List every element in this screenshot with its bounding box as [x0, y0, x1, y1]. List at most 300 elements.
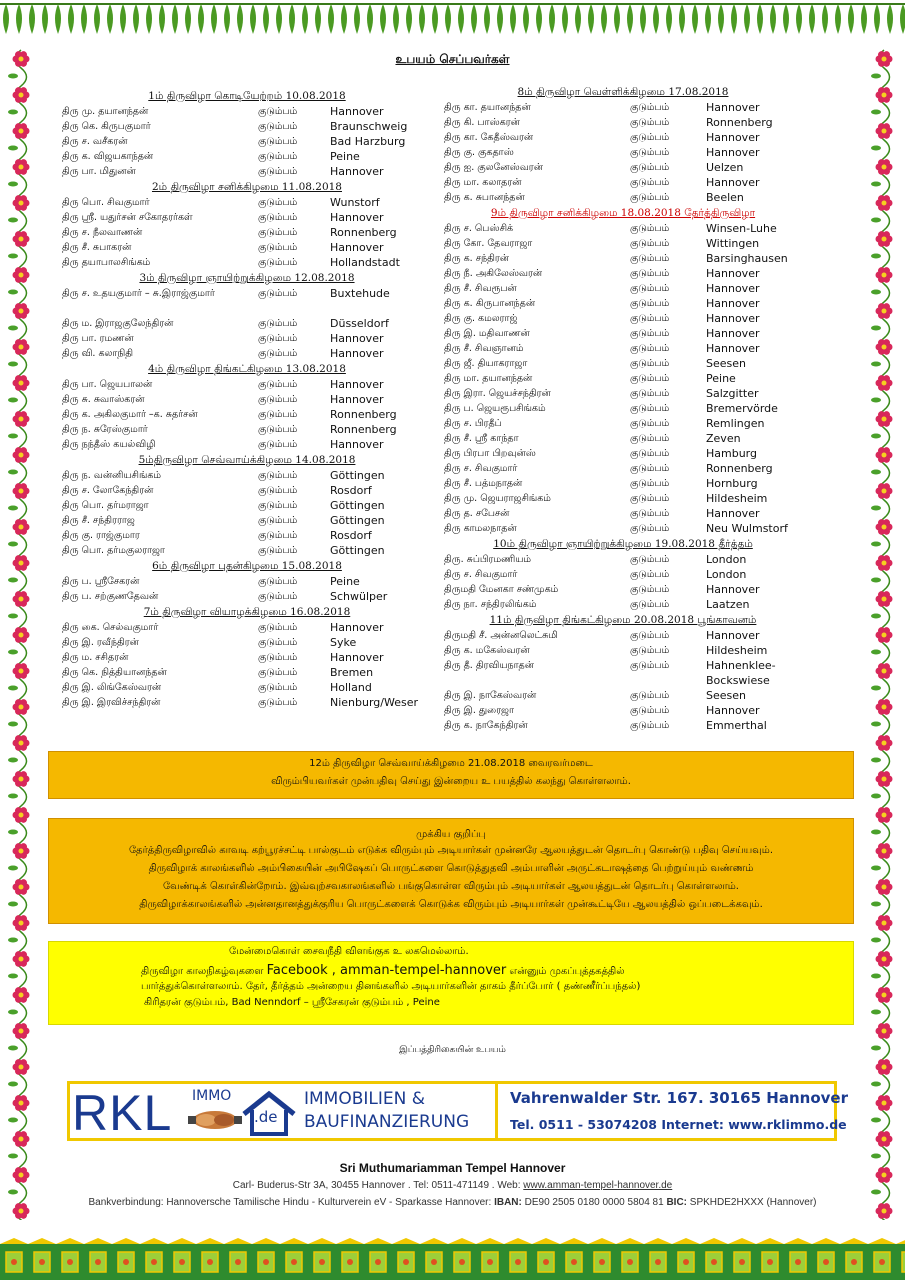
family-label: குடும்பம் [630, 238, 670, 249]
sponsor-row [62, 134, 432, 149]
sponsor-name: திரு மு. ஜெயராஜசிங்கம் [444, 493, 551, 504]
sponsor-name: திரு கா. கேதீஸ்வரன் [444, 132, 534, 143]
sponsor-name: திரு இ. இரவிச்சந்திரன் [62, 697, 161, 708]
temple-address-text: Carl- Buderus-Str 3A, 30455 Hannover . Tel: 0511-471149 . Web: [232, 1180, 524, 1191]
sponsor-name: திரு க. அகிலகுமார் –க. சுதர்சன் [62, 409, 198, 420]
mango-leaf [406, 4, 412, 34]
important-note [48, 818, 854, 924]
mango-leaf [718, 4, 724, 34]
sponsor-city: Bremen [330, 666, 374, 679]
mango-leaf [601, 4, 607, 34]
family-label: குடும்பம் [258, 318, 298, 329]
sponsor-city: Ronnenberg [330, 408, 397, 421]
mango-leaf [432, 4, 438, 34]
mango-leaf [679, 4, 685, 34]
mango-leaf [458, 4, 464, 34]
sponsor-name: திரு க. சுபானந்தன் [444, 192, 525, 203]
sponsor-name: திரு க. சந்திரன் [444, 253, 509, 264]
iban-label: IBAN: [494, 1197, 522, 1208]
sponsor-name: திரு ந. சுரேஸ்குமார் [62, 424, 148, 435]
sponsor-row [438, 326, 808, 341]
sponsor-row [438, 688, 808, 703]
sponsor-city: Hildesheim [706, 644, 768, 657]
sponsor-city: Hannover [706, 282, 760, 295]
mango-leaf [94, 4, 100, 34]
sponsor-row [62, 392, 432, 407]
mango-leaf [835, 4, 841, 34]
mango-leaf [783, 4, 789, 34]
handshake-icon [188, 1104, 242, 1136]
sponsor-name: திரு சீ. சிவஞானம் [444, 343, 524, 354]
sponsor-city: Göttingen [330, 499, 385, 512]
family-label: குடும்பம் [258, 652, 298, 663]
sponsor-row [438, 236, 808, 251]
sponsor-name: திருமதி மேனகா சண்முகம் [444, 584, 559, 595]
sponsor-name: திரு நா. சந்திரலிங்கம் [444, 599, 537, 610]
sponsor-city: Ronnenberg [330, 423, 397, 436]
sponsor-row [62, 543, 432, 558]
sponsor-name: திரு தயாபாலசிங்கம் [62, 257, 151, 268]
sponsor-city: Zeven [706, 432, 741, 445]
section-heading: 2ம் திருவிழா சனிக்கிழமை 11.08.2018 [151, 181, 342, 193]
family-label: குடும்பம் [630, 328, 670, 339]
sponsor-name: திரு ச. உதயகுமார் – சு.இராஜ்குமார் [62, 288, 215, 299]
sponsor-name: திரு பா. ரமணன் [62, 333, 134, 344]
sponsor-city: Peine [330, 575, 360, 588]
sponsor-city: Hornburg [706, 477, 758, 490]
sponsor-city: Hannover [706, 131, 760, 144]
sponsor-name: திரு ச. சிவகுமார் [444, 569, 518, 580]
family-label: குடும்பம் [630, 584, 670, 595]
sponsor-name: திரு க. விஜயகாந்தன் [62, 151, 154, 162]
sponsor-name: திரு கு. ராஜ்குமார [62, 530, 140, 541]
mango-leaf [198, 4, 204, 34]
family-label: குடும்பம் [630, 690, 670, 701]
page-title: உபயம் செப்பவர்கள் [395, 52, 510, 66]
decorative-band-bottom [0, 1238, 905, 1280]
mango-leaf [627, 4, 633, 34]
mango-leaf [744, 4, 750, 34]
mango-leaf [211, 4, 217, 34]
sponsor-row [438, 521, 808, 536]
sponsor-city: Hahnenklee-Bockswiese [706, 659, 776, 687]
sponsor-city: Hannover [706, 507, 760, 520]
sponsor-row [62, 695, 432, 710]
sponsor-row [62, 286, 432, 316]
sponsor-name: திரு க. நாகேந்திரன் [444, 720, 528, 731]
family-label: குடும்பம் [630, 388, 670, 399]
temple-name: Sri Muthumariamman Tempel Hannover [339, 1161, 566, 1175]
sponsor-row [438, 567, 808, 582]
section-heading: 5ம்திருவிழா செவ்வாய்க்கிழமை 14.08.2018 [138, 454, 356, 466]
sponsor-name: திருமதி சீ. அன்னலெட்சுமி [444, 630, 558, 641]
sponsor-city: Ronnenberg [706, 116, 773, 129]
sponsor-row [438, 130, 808, 145]
sponsor-row [438, 628, 808, 643]
family-label: குடும்பம் [630, 223, 670, 234]
sponsor-city: Bad Harzburg [330, 135, 406, 148]
section-heading: 8ம் திருவிழா வெள்ளிக்கிழமை 17.08.2018 [517, 86, 729, 98]
sponsor-name: திரு இ. மதிவாணன் [444, 328, 530, 339]
sponsor-city: Hannover [706, 629, 760, 642]
info-line2 [141, 963, 853, 978]
sponsor-name: திரு சீ. ஸ்ரீ காந்தா [444, 433, 519, 444]
sponsor-row [62, 346, 432, 361]
sponsor-city: Hannover [706, 312, 760, 325]
important-note-line4: திருவிழாக்காலங்களில் அன்னதானத்துக்குரிய பொருட்களைக் கொடுக்க விரும்பும் அடியார்கள் முன்கூட்டியே ஆலயத்தில் ஒப்படைக்கவும். [139, 899, 763, 910]
info-line2-pre: திருவிழா காலநிகழ்வுகளை [141, 966, 267, 977]
sponsor-row [438, 266, 808, 281]
sponsor-name: திரு ச. பிரதீப் [444, 418, 502, 429]
mango-leaf [484, 4, 490, 34]
sponsor-name: திரு கா. தயானந்தன் [444, 102, 531, 113]
sponsor-name: திரு ப. சற்குணதேவன் [62, 591, 159, 602]
family-label: குடும்பம் [258, 485, 298, 496]
mango-leaf [874, 4, 880, 34]
mango-leaf [81, 4, 87, 34]
sponsor-row [62, 468, 432, 483]
family-label: குடும்பம் [258, 515, 298, 526]
mango-leaf [653, 4, 659, 34]
mango-leaf [640, 4, 646, 34]
family-label: குடும்பம் [630, 599, 670, 610]
sponsor-name: திரு த. சபேசன் [444, 508, 510, 519]
ad-address: Vahrenwalder Str. 167. 30165 Hannover [510, 1089, 848, 1107]
family-label: குடும்பம் [258, 682, 298, 693]
sponsor-row [438, 145, 808, 160]
sponsor-city: Neu Wulmstorf [706, 522, 788, 535]
family-label: குடும்பம் [258, 470, 298, 481]
sponsor-name: திரு மா. தயானந்தன் [444, 373, 533, 384]
sponsor-city: Hannover [706, 327, 760, 340]
mango-leaf [536, 4, 542, 34]
sponsor-city: Winsen-Luhe [706, 222, 777, 235]
sponsor-name: திரு பொ. தர்மகுலராஜா [62, 545, 165, 556]
sponsor-list-left [62, 88, 432, 710]
family-label: குடும்பம் [258, 197, 298, 208]
family-label: குடும்பம் [630, 313, 670, 324]
family-label: குடும்பம் [630, 493, 670, 504]
family-label: குடும்பம் [630, 147, 670, 158]
family-label: குடும்பம் [630, 358, 670, 369]
sponsor-name: திரு ச. பெஸ்சிக் [444, 223, 514, 234]
section-heading: 4ம் திருவிழா திங்கட்கிழமை 13.08.2018 [148, 363, 346, 375]
family-label: குடும்பம் [630, 102, 670, 113]
iban-value: DE90 2505 0180 0000 5804 81 [521, 1197, 667, 1208]
bank-text: Bankverbindung: Hannoversche Tamilische Hindu - Kulturverein eV - Sparkasse Hannover: [88, 1197, 495, 1208]
mango-leaf [471, 4, 477, 34]
sponsor-name: திரு ஜீ. தியாகராஜா [444, 358, 528, 369]
sponsor-city: Düsseldorf [330, 317, 389, 330]
important-note-line3: வேண்டிக் கொள்கின்றோம். இவ்வுற்சவகாலங்களில் பங்குகொள்ள விரும்பும் அடியார்கள் ஆலயத்துடன் தொடர்பு கொள்ளலாம். [163, 881, 739, 892]
sponsor-city: Salzgitter [706, 387, 759, 400]
sponsor-row [438, 718, 808, 733]
sponsor-row [62, 210, 432, 225]
info-line1: மேன்மைகொள் சைவநீதி விளங்குக உ லகமெல்லாம். [229, 946, 469, 957]
sponsor-name: திரு சீ. பத்மநாதன் [444, 478, 523, 489]
mango-leaf [445, 4, 451, 34]
sponsor-city: Hannover [330, 165, 384, 178]
family-label: குடும்பம் [258, 348, 298, 359]
important-note-line2: திருவிழாக் காலங்களில் அம்பிகையின் அபிஷேகப் பொருட்களை கொடுத்துதவி அம்பாளின் அருட்கடாஷத்தை பெற்றுய்யும் வண்ணம் [148, 863, 754, 874]
mango-leaf [185, 4, 191, 34]
de-label: .de [254, 1108, 278, 1126]
sponsor-row [62, 195, 432, 210]
section-heading: 1ம் திருவிழா கொடியேற்றம் 10.08.2018 [148, 90, 346, 102]
family-label: குடும்பம் [258, 333, 298, 344]
family-label: குடும்பம் [630, 253, 670, 264]
sponsor-name: திரு ந. வன்னியசிங்கம் [62, 470, 162, 481]
family-label: குடும்பம் [258, 697, 298, 708]
sponsor-name: திரு பா. ஜெயபாலன் [62, 379, 153, 390]
rkl-logo: RKL [72, 1085, 173, 1141]
mango-leaf [770, 4, 776, 34]
sponsor-city: Hildesheim [706, 492, 768, 505]
family-label: குடும்பம் [258, 667, 298, 678]
sponsor-name: திரு காமலநாதன் [444, 523, 517, 534]
sponsor-row [438, 160, 808, 175]
sponsor-name: திரு வி. கலாநிதி [62, 348, 134, 359]
sponsor-row [62, 316, 432, 331]
sponsor-name: திரு பொ. தர்மராஜா [62, 500, 149, 511]
mango-leaf [705, 4, 711, 34]
sponsor-city: Göttingen [330, 469, 385, 482]
sponsor-row [62, 513, 432, 528]
family-label: குடும்பம் [258, 136, 298, 147]
sponsor-city: Hannover [706, 704, 760, 717]
sponsor-city: Ronnenberg [706, 462, 773, 475]
sponsor-city: Seesen [706, 357, 746, 370]
family-label: குடும்பம் [630, 298, 670, 309]
sponsor-city: Nienburg/Weser [330, 696, 419, 709]
sponsor-city: Hannover [330, 211, 384, 224]
info-line4: கிரிதரன் குடும்பம், Bad Nenndorf – ஸ்ரீசேகரன் குடும்பம் , Peine [144, 997, 440, 1008]
sponsor-row [438, 643, 808, 658]
sponsor-row [438, 658, 808, 688]
sponsor-row [438, 476, 808, 491]
family-label: குடும்பம் [258, 227, 298, 238]
family-label: குடும்பம் [630, 705, 670, 716]
bank-details [0, 1197, 905, 1208]
sponsor-row [62, 331, 432, 346]
sponsor-city: Hannover [330, 347, 384, 360]
sponsor-row [438, 446, 808, 461]
family-label: குடும்பம் [630, 283, 670, 294]
sponsor-name: திரு கோ. தேவராஜா [444, 238, 533, 249]
bank-city: (Hannover) [763, 1197, 817, 1208]
sponsor-row [438, 281, 808, 296]
sponsor-city: Hannover [330, 621, 384, 634]
ad-service-line1: IMMOBILIEN & [304, 1089, 426, 1109]
sponsor-city: Hannover [330, 438, 384, 451]
ad-contact[interactable]: Tel. 0511 - 53074208 Internet: www.rklimmo.de [510, 1117, 847, 1132]
family-label: குடும்பம் [630, 192, 670, 203]
sponsor-city: Hollandstadt [330, 256, 400, 269]
sponsor-row [62, 483, 432, 498]
family-label: குடும்பம் [630, 403, 670, 414]
mango-leaf [887, 4, 893, 34]
mango-leaf [588, 4, 594, 34]
family-label: குடும்பம் [258, 394, 298, 405]
sponsor-city: Hamburg [706, 447, 757, 460]
sponsor-name: திரு பிரபா பிறவுன்ஸ் [444, 448, 536, 459]
sponsor-row [62, 635, 432, 650]
sponsor-name: திரு இரா. ஜெயச்சந்திரன் [444, 388, 551, 399]
sponsor-row [62, 119, 432, 134]
info-box [48, 941, 854, 1025]
sponsor-city: Hannover [330, 651, 384, 664]
family-label: குடும்பம் [630, 569, 670, 580]
sponsor-name: திரு க. மகேஸ்வரன் [444, 645, 530, 656]
sponsor-row [438, 115, 808, 130]
sponsor-city: Rosdorf [330, 529, 372, 542]
sponsor-name: திரு க. கிருபானந்தன் [444, 298, 536, 309]
sponsor-name: திரு கி. பாஸ்கரன் [444, 117, 520, 128]
mango-leaf [146, 4, 152, 34]
sponsor-name: திரு சு. சுவாஸ்கரன் [62, 394, 145, 405]
sponsor-row [62, 498, 432, 513]
sponsor-city: Göttingen [330, 514, 385, 527]
notice-day12-line2: விரும்பியவர்கள் முன்பதிவு செய்து இன்றைய உ பயத்தில் கலந்து கொள்ளலாம். [271, 776, 631, 787]
sponsor-row [438, 251, 808, 266]
sponsor-name: திரு கு. கமலராஜ் [444, 313, 518, 324]
sponsor-row [438, 461, 808, 476]
mango-leaf [380, 4, 386, 34]
sponsor-name: திரு இ. லிங்கேஸ்வரன் [62, 682, 162, 693]
sponsor-name: திரு நீ. அகிலேஸ்வரன் [444, 268, 543, 279]
sponsor-name: திரு பா. மிதுனன் [62, 166, 136, 177]
mango-leaf [68, 4, 74, 34]
family-label: குடும்பம் [630, 177, 670, 188]
sponsor-city: Hannover [706, 101, 760, 114]
mango-leaf [809, 4, 815, 34]
mango-leaf [822, 4, 828, 34]
sponsor-name: திரு. சுப்பிரமணியம் [444, 554, 532, 565]
mango-leaf [133, 4, 139, 34]
sponsor-row [438, 506, 808, 521]
family-label: குடும்பம் [258, 545, 298, 556]
sponsor-city: Syke [330, 636, 357, 649]
sponsor-name: திரு சீ. சந்திரராஜ [62, 515, 135, 526]
immo-label: IMMO [192, 1088, 232, 1104]
sponsor-name: திரு சீ. சிவரூபன் [444, 283, 517, 294]
sponsor-name: திரு நந்தீஸ் கயல்விழி [62, 439, 156, 450]
family-label: குடும்பம் [630, 554, 670, 565]
sponsor-name: திரு ஸ்ரீ. யதுர்சன் சகோதரர்கள் [62, 212, 193, 223]
family-label: குடும்பம் [630, 448, 670, 459]
mango-leaf [250, 4, 256, 34]
family-label: குடும்பம் [630, 478, 670, 489]
sponsor-row [62, 377, 432, 392]
section-heading: 11ம் திருவிழா திங்கட்கிழமை 20.08.2018 பூங்காவனம் [489, 614, 757, 626]
sponsor-row [438, 190, 808, 205]
mango-leaf [16, 4, 22, 34]
sponsor-name: திரு கெ. கிருபகுமார் [62, 121, 151, 132]
sponsor-note: இப்பத்திரிகையின் உபயம் [399, 1045, 506, 1055]
mango-leaf [666, 4, 672, 34]
mango-leaf [757, 4, 763, 34]
family-label: குடும்பம் [630, 418, 670, 429]
mango-leaf [848, 4, 854, 34]
sponsor-city: Laatzen [706, 598, 750, 611]
mango-leaf [796, 4, 802, 34]
section-heading: 7ம் திருவிழா வியாழக்கிழமை 16.08.2018 [143, 606, 351, 618]
mango-leaf [224, 4, 230, 34]
sponsor-city: Rosdorf [330, 484, 372, 497]
temple-website-link[interactable]: www.amman-tempel-hannover.de [523, 1180, 673, 1191]
sponsor-row [438, 416, 808, 431]
family-label: குடும்பம் [258, 379, 298, 390]
rkl-advertisement[interactable] [67, 1081, 848, 1141]
sponsor-city: London [706, 553, 747, 566]
sponsor-row [438, 175, 808, 190]
sponsor-row [438, 311, 808, 326]
family-label: குடும்பம் [630, 523, 670, 534]
mango-leaf [393, 4, 399, 34]
temple-address [0, 1180, 905, 1191]
sponsor-row [62, 680, 432, 695]
sponsor-row [438, 100, 808, 115]
sponsor-city: Hannover [330, 105, 384, 118]
mango-leaf [692, 4, 698, 34]
sponsor-city: Hannover [706, 267, 760, 280]
sponsor-name: திரு இ. துரைஜா [444, 705, 514, 716]
section-heading: 10ம் திருவிழா ஞாயிற்றுக்கிழமை 19.08.2018 தீர்த்தம் [493, 538, 753, 550]
sponsor-row [62, 665, 432, 680]
sponsor-row [62, 528, 432, 543]
sponsor-city: Wunstorf [330, 196, 380, 209]
family-label: குடும்பம் [258, 409, 298, 420]
family-label: குடும்பம் [258, 591, 298, 602]
mango-leaf [42, 4, 48, 34]
sponsor-city: Bremervörde [706, 402, 778, 415]
family-label: குடும்பம் [630, 117, 670, 128]
sponsor-name: திரு இ. நாகேஸ்வரன் [444, 690, 537, 701]
ad-divider [495, 1084, 498, 1138]
family-label: குடும்பம் [258, 257, 298, 268]
sponsor-city: Hannover [330, 332, 384, 345]
info-line2-post: என்னும் முகப்புத்தகத்தில் [506, 966, 625, 977]
sponsor-name: திரு கை. செல்வகுமார் [62, 622, 159, 633]
mango-leaf [107, 4, 113, 34]
mango-leaf [289, 4, 295, 34]
mango-leaf [354, 4, 360, 34]
sponsor-city: Schwülper [330, 590, 388, 603]
family-label: குடும்பம் [630, 343, 670, 354]
mango-leaf [172, 4, 178, 34]
mango-leaf [341, 4, 347, 34]
mango-leaf [549, 4, 555, 34]
section-heading: 3ம் திருவிழா ஞாயிற்றுக்கிழமை 12.08.2018 [139, 272, 355, 284]
family-label: குடும்பம் [630, 660, 670, 671]
facebook-link[interactable]: Facebook , amman-tempel-hannover [266, 963, 507, 978]
sponsor-row [438, 221, 808, 236]
sponsor-city: Seesen [706, 689, 746, 702]
mango-leaf [302, 4, 308, 34]
sponsor-row [438, 356, 808, 371]
sponsor-city: Ronnenberg [330, 226, 397, 239]
sponsor-name: திரு ச. சிவகுமார் [444, 463, 518, 474]
sponsor-row [438, 552, 808, 567]
family-label: குடும்பம் [630, 645, 670, 656]
sponsor-row [62, 104, 432, 119]
sponsor-city: Emmerthal [706, 719, 767, 732]
sponsor-city: Wittingen [706, 237, 760, 250]
mango-leaf [159, 4, 165, 34]
sponsor-city: Göttingen [330, 544, 385, 557]
sponsor-name: திரு ச. நீலவாணன் [62, 227, 143, 238]
sponsor-row [62, 589, 432, 604]
